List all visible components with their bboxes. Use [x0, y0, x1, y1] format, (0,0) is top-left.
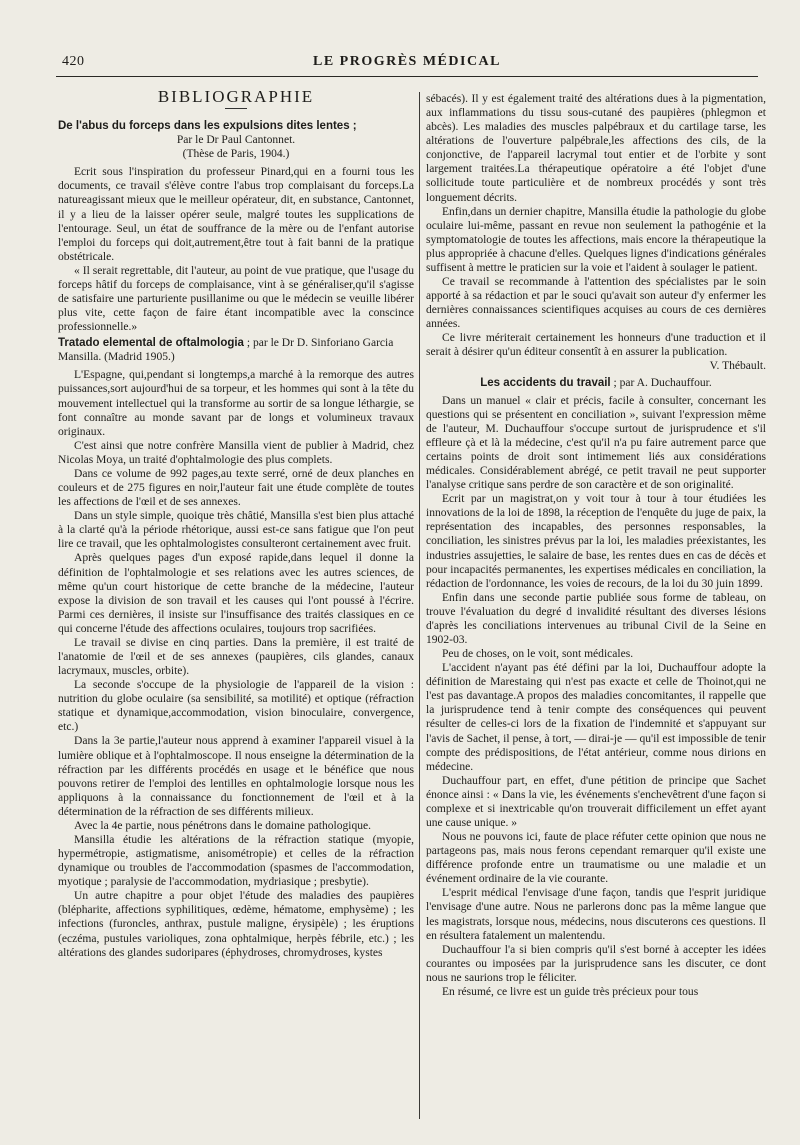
article-2-signature: V. Thébault. [709, 360, 766, 373]
article-3-byline: ; par A. Duchauffour. [610, 376, 712, 389]
header-rule [56, 76, 758, 77]
article-3-heading [426, 376, 766, 390]
paragraph: La seconde s'occupe de la physiologie de l'appareil de la vision : nutrition du globe oculaire (sa sensibilité, sa motilité) et optique (réfraction statique et dynamique,accommodation, vision binoculaire, convergence, etc.) [58, 679, 414, 734]
left-column [58, 86, 414, 1133]
paragraph: Dans ce volume de 992 pages,au texte serré, orné de deux planches en couleurs et de 275 figures en noir,l'auteur fait une étude complète de toutes les affections de l'œil et de ses annexes. [58, 467, 414, 509]
paragraph: Dans un manuel « clair et précis, facile à consulter, concernant les questions qui se présentent en conciliation », suivant l'expression même de l'auteur, M. Duchauffour s'occupe surtout de jurisprudence et s'il effleure çà et là la médecine, c'est qu'il n'a pu faire autrement parce que certains points de droit sont intimement liés aux considérations médicales. Considérablement abrégé, ce petit travail ne peut supporter l'analyse critique sans perdre de son caractère et de son originalité. [426, 394, 766, 492]
column-divider [419, 92, 420, 1119]
article-2-byline: ; par le Dr D. Sinforiano Garcia Mansilla. (Madrid 1905.) [58, 337, 394, 364]
article-2-title: Tratado elemental de oftalmologia [58, 337, 244, 350]
paragraph: L'Espagne, qui,pendant si longtemps,a marché à la remorque des autres puissances,sort aujourd'hui de sa torpeur, et les hommes qui sont à la tête du mouvement intellectuel qui la transforme au sortir de sa longue léthargie, se font connaître au monde savant par de longs et volumineux travaux originaux. [58, 369, 414, 438]
article-3-title: Les accidents du travail [480, 376, 611, 389]
page-number: 420 [62, 54, 85, 69]
paragraph: Nous ne pouvons ici, faute de place réfuter cette opinion que nous ne partageons pas, mais nous ferons cependant remarquer qu'il existe une différence profonde entre un traumatisme ou une maladie et un événement ordinaire de la vie courante. [426, 831, 766, 886]
page-header [56, 52, 758, 74]
paragraph: Dans un style simple, quoique très châtié, Mansilla s'est bien plus attaché à la clarté qu'à la période rhétorique, aussi est-ce sans fatigue que l'on peut lire ce travail, que les ophtalmologistes consulteront certainement avec fruit. [58, 510, 414, 551]
paragraph: Duchauffour part, en effet, d'une pétition de principe que Sachet énonce ainsi : « Dans la vie, les événements s'enchevêtrent d'une façon si complexe et si inextricable qu'on trouverait difficilement un effet ayant une cause unique. » [426, 774, 766, 829]
paragraph: Avec la 4e partie, nous pénétrons dans le domaine pathologique. [74, 819, 372, 832]
paragraph: Enfin,dans un dernier chapitre, Mansilla étudie la pathologie du globe oculaire lui-même, passant en revue non seulement la pathogénie et la symptomatologie de toutes les affections, mais encore la thérapeutique la plus appropriée à chacune d'elles. Quelques lignes d'indications générales suffisent à mettre le praticien sur la voie et l'aident à soulager le patient. [426, 205, 766, 274]
right-column [426, 92, 766, 1133]
article-1-source: (Thèse de Paris, 1904.) [182, 148, 290, 161]
article-1-title-suffix: ; [349, 120, 357, 133]
paragraph: En résumé, ce livre est un guide très précieux pour tous [442, 985, 699, 998]
paragraph: « Il serait regrettable, dit l'auteur, au point de vue pratique, que l'usage du forceps hâtif du forceps de complaisance, vint à se généraliser,qu'il s'agisse de satisfaire une parturiente pusillanime ou que le médecin se veuille libérer plus vite, cette façon de faire étant incompatible avec la conscince professionnelle.» [58, 264, 414, 334]
paragraph: sébacés). Il y est également traité des altérations dues à la pigmentation, aux inflammations du tissu sous-cutané des paupières (phlegmon et abcès). Les maladies des muscles palpébraux et du cartilage tarse, les altérations de l'ouverture palpébrale,les affections des cils, de la conjonctive, de l'appareil lacrymal tout entier et de l'orbite y sont largement traitées.La thérapeutique opératoire a été l'objet d'une sollicitude toute particulière et de nombreux procédés y sont très longuement décrits. [426, 93, 766, 204]
paragraph: L'accident n'ayant pas été défini par la loi, Duchauffour adopte la définition de Marestaing qui n'est pas exacte et celle de Thoinot,qui ne l'est pas davantage.A propos des maladies concomitantes, il rappelle que la jurisprudence tend à tenir compte des conséquences qui peuvent résulter de celles-ci lors de la fixation de l'indemnité et s'appuyant sur l'avis de Sachet, il pense, à tort, — dirai-je — qu'il est impossible de tenir compte des prédispositions, de l'état antérieur, comme nous dirions en médecine. [426, 662, 766, 773]
paragraph: Un autre chapitre a pour objet l'étude des maladies des paupières (blépharite, affections syphilitiques, œdème, hématome, emphysème) ; les infections (furoncles, anthrax, pustule maligne, érysipèle) ; les éruptions (eczéma, pustules varioliques, zona ophtalmique, herpès fébrile, etc.) ; les altérations des glandes sudoripares (éphydroses, chromydroses, kystes [58, 890, 414, 959]
article-2-heading [58, 336, 414, 364]
paragraph: C'est ainsi que notre confrère Mansilla vient de publier à Madrid, chez Nicolas Moya, un traité d'ophtalmologie des plus complets. [58, 439, 414, 466]
article-1-heading [58, 119, 414, 133]
paragraph: Enfin dans une seconde partie publiée sous forme de tableau, on trouve l'évaluation du degré d invalidité résultant des diverses lésions d'après les conciliations intervenues au tribunal Civil de la Seine en 1902-03. [426, 591, 766, 646]
paragraph: Ce livre mériterait certainement les honneurs d'une traduction et il serait à désirer qu'un éditeur consentît à en assurer la publication. [426, 332, 766, 359]
paragraph: Ecrit sous l'inspiration du professeur Pinard,qui en a fourni tous les documents, ce travail s'élève contre l'abus trop complaisant du forceps.La natureagissant mieux que le meilleur opérateur, dit, en substance, Cantonnet, il y a lieu de la laisser opérer seule, malgré toutes les supplications de l'entourage. Seul, un état de souffrance de la mère ou de l'enfant autorise l'emploi du forceps qui doit,autrement,être tout à fait banni de la pratique obstétricale. [58, 166, 414, 263]
journal-title: LE PROGRÈS MÉDICAL [312, 54, 502, 69]
paragraph: Après quelques pages d'un exposé rapide,dans lequel il donne la définition de l'ophtalmologie et ses relations avec les autres sciences, de même qu'un court historique de cette branche de la médecine, l'auteur expose la division de son travail et les causes qui l'ont poussé à l'écrire. Parmi ces dernières, il insiste sur l'insuffisance des traités classiques en ce qui concerne l'étude des affections oculaires, toujours trop sacrifiées. [58, 552, 414, 635]
paragraph: Duchauffour l'a si bien compris qu'il s'est borné à accepter les idées courantes ou imposées par la jurisprudence sans les discuter, ce dont nous ne saurions trop le féliciter. [426, 943, 766, 984]
paragraph: Mansilla étudie les altérations de la réfraction statique (myopie, hypermétropie, astigmatisme, anisométropie) et celles de la réfraction dynamique ou troubles de l'accommodation (spasmes de l'accommodation, myotique ; paralysie de l'accommodation, mydriasique ; presbytie). [58, 833, 414, 889]
article-1-title: De l'abus du forceps dans les expulsions dites lentes [58, 120, 350, 133]
paragraph: Ce travail se recommande à l'attention des spécialistes par le soin apporté à sa rédaction et par le souci qu'avait son auteur d'y enfermer les dernières connaissances scientifiques acquises au cours de ces dernières années. [426, 276, 766, 331]
section-title: BIBLIOGRAPHIE [157, 87, 315, 106]
paragraph: L'esprit médical l'envisage d'une façon, tandis que l'esprit juridique l'envisage d'une autre. Nous ne parlerons donc pas la même langue que les magistrats, lorsque nous, médecins, nous discuterons ces questions. Il en résultera fatalement un malentendu. [426, 887, 766, 942]
article-1-byline: Par le Dr Paul Cantonnet. [176, 134, 296, 147]
paragraph: Dans la 3e partie,l'auteur nous apprend à examiner l'appareil visuel à la lumière oblique et à l'ophtalmoscope. Il nous enseigne la détermination de la réfraction par les différents procédés en usage et le bénéfice que nous pouvons retirer de l'emploi des lentilles en ophtalmologie lorsque nous les appliquons à la connaissance du fonctionnement de l'œil et à la détermination de la réfraction de ses différents milieux. [58, 735, 414, 818]
section-rule [225, 108, 247, 109]
paragraph: Ecrit par un magistrat,on y voit tour à tour à tour étudiées les innovations de la loi de 1898, la réception de l'enquête du juge de paix, la représentation des incapables, des personnes responsables, la conciliation, les sinistres prévus par la loi, les maladies préexistantes, les industries assujetties, le salaire de base, les rentes dues en cas de décès et pour incapacités permanentes, les expertises médicales en conciliation, la rédaction de l'ordonnance, les voies de recours, de la loi du 30 juin 1899. [426, 493, 766, 590]
paragraph: Le travail se divise en cinq parties. Dans la première, il est traité de l'anatomie de l'œil et de ses annexes (paupières, cils glandes, canaux lacrymaux, muscles, orbite). [58, 636, 414, 678]
paragraph: Peu de choses, on le voit, sont médicales. [442, 648, 634, 661]
